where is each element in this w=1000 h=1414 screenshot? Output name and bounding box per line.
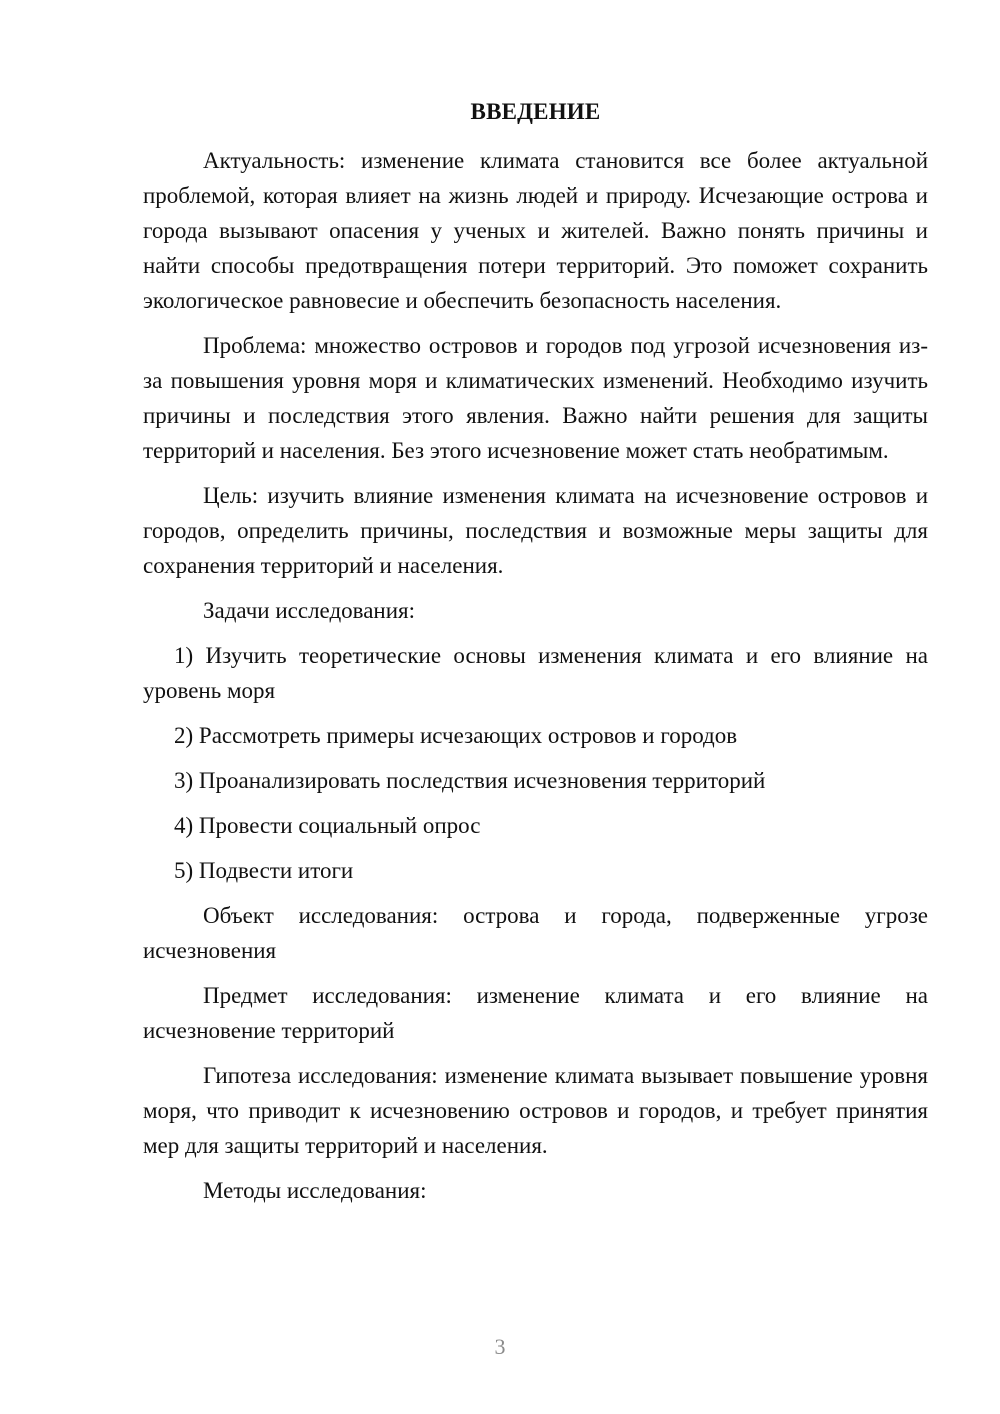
task-item-2: 2) Рассмотреть примеры исчезающих островов и городов (174, 723, 738, 748)
paragraph-hypothesis: Гипотеза исследования: изменение климата вызывает повышение уровня моря, что приводит к исчезновению островов и городов, и требует принятия мер для защиты территорий и населения. (143, 1063, 928, 1158)
paragraph-methods: Методы исследования: (203, 1178, 427, 1203)
paragraph-relevance: Актуальность: изменение климата становится все более актуальной проблемой, которая влияет на жизнь людей и природу. Исчезающие острова и города вызывают опасения у ученых и жителей. Важно понять причины и найти способы предотвращения потери территорий. Это поможет сохранить экологическое равновесие и обеспечить безопасность населения. (143, 148, 928, 313)
page-content (143, 95, 928, 1218)
task-item-4: 4) Провести социальный опрос (174, 813, 481, 838)
paragraph-object: Объект исследования: острова и города, подверженные угрозе исчезновения (143, 903, 928, 963)
section-title: ВВЕДЕНИЕ (470, 99, 601, 124)
paragraph-problem: Проблема: множество островов и городов под угрозой исчезновения из-за повышения уровня моря и климатических изменений. Необходимо изучить причины и последствия этого явления. Важно найти решения для защиты территорий и населения. Без этого исчезновение может стать необратимым. (143, 333, 928, 463)
task-item-5: 5) Подвести итоги (174, 858, 354, 883)
paragraph-subject: Предмет исследования: изменение климата и его влияние на исчезновение территорий (143, 983, 928, 1043)
page-number: 3 (494, 1334, 506, 1359)
task-item-3: 3) Проанализировать последствия исчезновения территорий (174, 768, 766, 793)
paragraph-tasks-heading: Задачи исследования: (203, 598, 416, 623)
paragraph-goal: Цель: изучить влияние изменения климата на исчезновение островов и городов, определить причины, последствия и возможные меры защиты для сохранения территорий и населения. (143, 483, 928, 578)
task-item-1: 1) Изучить теоретические основы изменения климата и его влияние на уровень моря (143, 643, 928, 703)
